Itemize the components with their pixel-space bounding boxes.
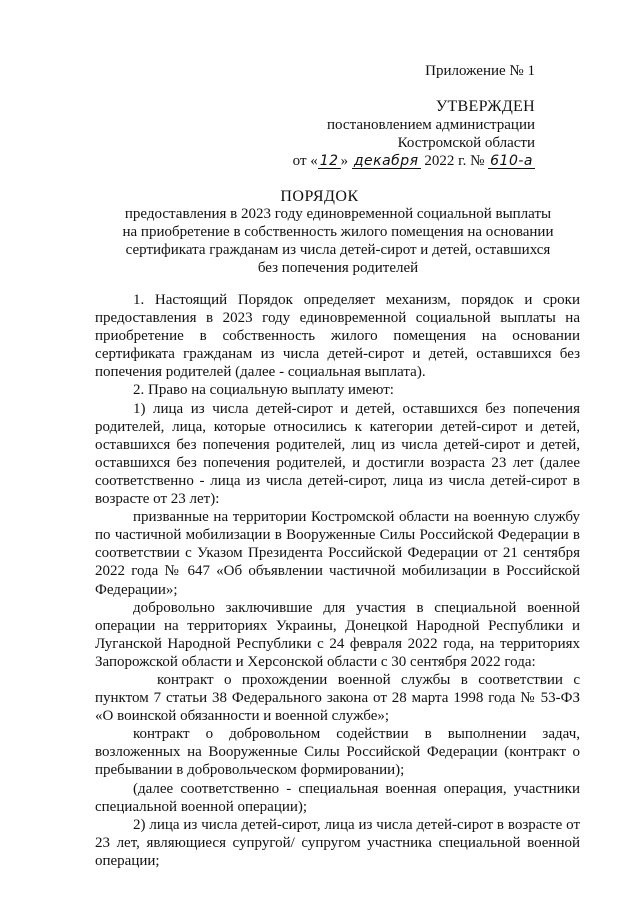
- paragraph-volunteers: добровольно заключившие для участия в специальной военной операции на территориях Украины, Донецкой Народной Республики и Луганской Народной Республики с 24 февраля 2022 года, на территориях Запорожской области и Херсонской области с 30 сентября 2022 года:: [95, 599, 580, 670]
- document-body: [95, 291, 580, 870]
- approved-by-line-1: постановлением администрации: [327, 117, 535, 133]
- subtitle-line: сертификата гражданам из числа детей-сирот и детей, оставшихся: [125, 242, 551, 258]
- date-prefix: от «: [292, 153, 318, 169]
- paragraph-2-2: 2) лица из числа детей-сирот, лица из числа детей-сирот в возрасте от 23 лет, являющиеся супругой/ супругом участника специальной военной операции;: [95, 816, 580, 869]
- document-title: ПОРЯДОК: [280, 188, 359, 205]
- paragraph-2: 2. Право на социальную выплату имеют:: [133, 382, 394, 399]
- appendix-label: Приложение № 1: [425, 63, 535, 79]
- paragraph-mobilized: призванные на территории Костромской области на военную службу по частичной мобилизации в Вооруженные Силы Российской Федерации в соответствии с Указом Президента Российской Федерации от 21 сентября 2022 года № 647 «Об объявлении частичной мобилизации в Российской Федерации»;: [95, 509, 580, 598]
- handwritten-day: 12: [319, 153, 339, 169]
- approved-heading: УТВЕРЖДЕН: [435, 98, 535, 115]
- document-subtitle: [108, 205, 568, 277]
- handwritten-month: декабря: [353, 153, 419, 169]
- paragraph-1: 1. Настоящий Порядок определяет механизм, порядок и сроки предоставления в 2023 году единовременной социальной выплаты на приобретение в собственность жилого помещения на основании сертификата гражданам из числа детей-сирот и детей, оставшихся без попечения родителей (далее - социальная выплата).: [95, 292, 580, 381]
- handwritten-number: 610-а: [490, 153, 533, 169]
- paragraph-volunteer-contract: контракт о добровольном содействии в выполнении задач, возложенных на Вооруженные Силы Российской Федерации (контракт о пребывании в добровольческом формировании);: [95, 726, 580, 779]
- date-year: 2022 г. №: [424, 153, 485, 169]
- approval-date-line: [275, 152, 535, 170]
- subtitle-line: на приобретение в собственность жилого помещения на основании: [122, 224, 554, 240]
- approved-by-line-2: Костромской области: [397, 135, 535, 151]
- paragraph-definitions: (далее соответственно - специальная военная операция, участники специальной военной операции);: [95, 780, 580, 815]
- date-mid: »: [340, 153, 349, 169]
- subtitle-line: без попечения родителей: [257, 260, 419, 276]
- paragraph-2-1: 1) лица из числа детей-сирот и детей, оставшихся без попечения родителей, лица, которые относились к категории детей-сирот и детей, оставшихся без попечения родителей, лиц из числа детей-сирот и детей, оставшихся без попечения родителей, и достигли возраста 23 лет (далее соответственно - лица из числа детей-сирот, лица из числа детей-сирот в возрасте от 23 лет):: [95, 400, 580, 508]
- subtitle-line: предоставления в 2023 году единовременной социальной выплаты: [124, 206, 552, 222]
- approval-block: [275, 98, 535, 170]
- paragraph-military-contract: контракт о прохождении военной службы в соответствии с пунктом 7 статьи 38 Федерального закона от 28 марта 1998 года № 53-ФЗ «О воинской обязанности и военной службе»;: [95, 671, 580, 725]
